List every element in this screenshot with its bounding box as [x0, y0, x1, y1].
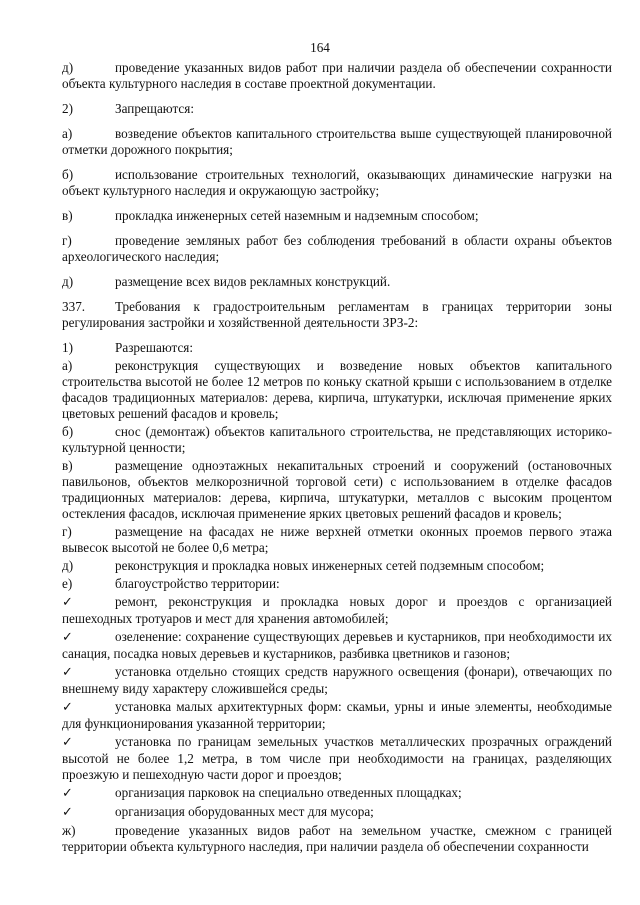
- list-marker: б): [62, 424, 74, 439]
- list-marker: 2): [62, 101, 73, 116]
- checklist-item: [62, 734, 612, 783]
- checklist-item: [62, 699, 612, 732]
- list-marker: ж): [62, 823, 76, 838]
- list-marker: 1): [62, 340, 73, 355]
- paragraph-text: Разрешаются:: [115, 340, 194, 355]
- check-icon: [62, 664, 115, 681]
- paragraph: [62, 60, 612, 92]
- paragraph-text: размещение всех видов рекламных конструкций.: [115, 274, 391, 289]
- paragraph-text: Требования к градостроительным регламентам в границах территории зоны регулирования застройки и хозяйственной деятельности ЗРЗ-2:: [62, 299, 612, 330]
- paragraph-text: проведение указанных видов работ на земельном участке, смежном с границей территории объекта культурного наследия, при наличии раздела об обеспечении сохранности: [62, 823, 612, 854]
- document-body: [62, 60, 612, 857]
- paragraph: [62, 358, 612, 422]
- paragraph-text: Запрещаются:: [115, 101, 194, 116]
- section-number: 337.: [62, 299, 86, 314]
- check-icon: [62, 699, 115, 716]
- paragraph: [62, 340, 612, 356]
- paragraph: [62, 823, 612, 855]
- list-marker: а): [62, 358, 73, 373]
- check-icon: [62, 594, 115, 611]
- checklist-item: [62, 804, 612, 821]
- paragraph: [62, 524, 612, 556]
- paragraph: [62, 167, 612, 199]
- checklist-item: [62, 629, 612, 662]
- list-marker: д): [62, 274, 74, 289]
- section-heading-337: [62, 299, 612, 331]
- paragraph-text: реконструкция и прокладка новых инженерных сетей подземным способом;: [115, 558, 545, 573]
- list-marker: д): [62, 60, 74, 75]
- paragraph-text: проведение земляных работ без соблюдения требований в области охраны объектов археологического наследия;: [62, 233, 612, 264]
- page-number: 164: [310, 40, 330, 55]
- check-icon: [62, 804, 115, 821]
- paragraph: [62, 424, 612, 456]
- paragraph-text: озеленение: сохранение существующих деревьев и кустарников, при необходимости их санация, посадка новых деревьев и кустарников, разбивка цветников и газонов;: [62, 629, 612, 661]
- paragraph-text: организация парковок на специально отведенных площадках;: [115, 785, 462, 800]
- paragraph-text: ремонт, реконструкция и прокладка новых дорог и проездов с организацией пешеходных тротуаров и мест для хранения автомобилей;: [62, 594, 612, 626]
- paragraph: [62, 274, 612, 290]
- list-marker: е): [62, 576, 73, 591]
- check-icon: [62, 734, 115, 751]
- list-marker: б): [62, 167, 74, 182]
- paragraph-text: снос (демонтаж) объектов капитального строительства, не представляющих историко-культурной ценности;: [62, 424, 612, 455]
- paragraph-text: установка малых архитектурных форм: скамьи, урны и иные элементы, необходимые для функционирования указанной территории;: [62, 699, 612, 731]
- list-marker: г): [62, 233, 72, 248]
- paragraph: [62, 558, 612, 574]
- paragraph-text: размещение на фасадах не ниже верхней отметки оконных проемов первого этажа вывесок высотой не более 0,6 метра;: [62, 524, 612, 555]
- paragraph-text: возведение объектов капитального строительства выше существующей планировочной отметки дорожного покрытия;: [62, 126, 612, 157]
- list-marker: д): [62, 558, 74, 573]
- list-marker: в): [62, 458, 73, 473]
- check-icon: [62, 629, 115, 646]
- checklist-item: [62, 785, 612, 802]
- paragraph-text: установка по границам земельных участков металлических прозрачных ограждений высотой не более 1,2 метра, в том числе при необходимости на границах, разделяющих проезжую и пешеходную части дорог и проездов;: [62, 734, 612, 782]
- checklist-item: [62, 664, 612, 697]
- list-marker: в): [62, 208, 73, 223]
- paragraph-text: проведение указанных видов работ при наличии раздела об обеспечении сохранности объекта культурного наследия в составе проектной документации.: [62, 60, 612, 91]
- paragraph: [62, 576, 612, 592]
- list-marker: г): [62, 524, 72, 539]
- list-marker: а): [62, 126, 73, 141]
- paragraph: [62, 101, 612, 117]
- paragraph: [62, 126, 612, 158]
- paragraph: [62, 458, 612, 522]
- paragraph-text: установка отдельно стоящих средств наружного освещения (фонари), отвечающих по внешнему виду характеру сложившейся среды;: [62, 664, 612, 696]
- paragraph: [62, 233, 612, 265]
- paragraph-text: прокладка инженерных сетей наземным и надземным способом;: [115, 208, 479, 223]
- paragraph-text: размещение одноэтажных некапитальных строений и сооружений (остановочных павильонов, объектов мелкорозничной торговой сети) с использованием в отделке фасадов традиционных материалов: дерева, кирпича, штукатурки, металлов с высоким процентом остекления фасадов, исключая применение ярких цветовых решений фасадов и кровель;: [62, 458, 612, 521]
- paragraph-text: организация оборудованных мест для мусора;: [115, 804, 374, 819]
- paragraph-text: благоустройство территории:: [115, 576, 280, 591]
- check-icon: [62, 785, 115, 802]
- paragraph-text: использование строительных технологий, оказывающих динамические нагрузки на объект культурного наследия и окружающую застройку;: [62, 167, 612, 198]
- checklist-item: [62, 594, 612, 627]
- paragraph-text: реконструкция существующих и возведение новых объектов капитального строительства высотой не более 12 метров по коньку скатной крыши с использованием в отделке фасадов традиционных материалов: дерева, кирпича, штукатурки, исключая применение ярких цветовых решений фасадов и кровель;: [62, 358, 612, 421]
- paragraph: [62, 208, 612, 224]
